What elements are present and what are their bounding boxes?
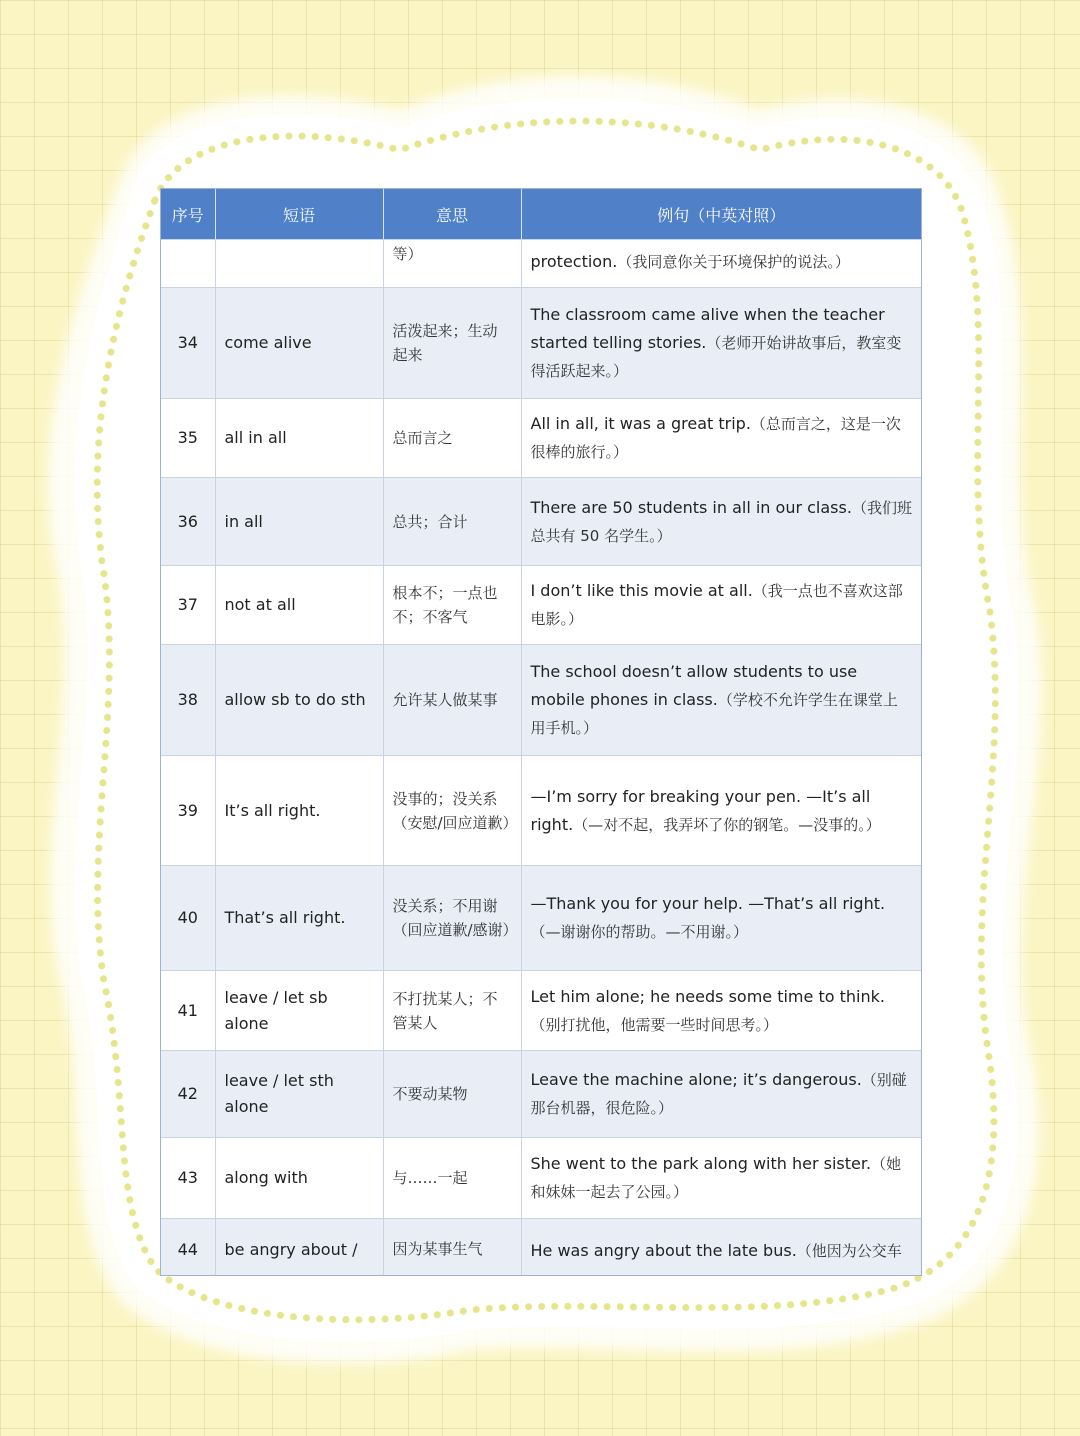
- row-example: [521, 1138, 921, 1219]
- row-phrase: along with: [215, 1138, 383, 1219]
- row-number: 38: [161, 645, 215, 756]
- example-english: He was angry about the late bus.: [530, 1241, 797, 1260]
- row-example: [521, 1051, 921, 1138]
- table-row: [161, 645, 921, 756]
- table-row: [161, 1219, 921, 1277]
- row-number: 34: [161, 288, 215, 399]
- row-example: [521, 756, 921, 866]
- example-english: I don’t like this movie at all.: [530, 581, 753, 600]
- row-number: 35: [161, 399, 215, 478]
- row-meaning: 没关系；不用谢（回应道歉/感谢）: [383, 866, 521, 971]
- row-meaning: 不要动某物: [383, 1051, 521, 1138]
- table-row: [161, 1051, 921, 1138]
- example-chinese: （—谢谢你的帮助。—不用谢。）: [530, 923, 749, 941]
- example-english: Leave the machine alone; it’s dangerous.: [530, 1070, 862, 1089]
- table-row: [161, 866, 921, 971]
- row-meaning: 与……一起: [383, 1138, 521, 1219]
- row-phrase: It’s all right.: [215, 756, 383, 866]
- row-number: 43: [161, 1138, 215, 1219]
- header-example: 例句（中英对照）: [521, 189, 921, 240]
- example-chinese: （总而言之，这是一次很棒的旅行。）: [530, 415, 901, 461]
- row-meaning: 因为某事生气: [383, 1219, 521, 1277]
- vocabulary-table: [161, 189, 921, 1276]
- row-number: 36: [161, 478, 215, 566]
- row-example: [521, 1219, 921, 1277]
- example-chinese: （我一点也不喜欢这部电影。）: [530, 582, 903, 628]
- example-english: Let him alone; he needs some time to think.: [530, 986, 885, 1006]
- row-phrase: all in all: [215, 399, 383, 478]
- header-number: 序号: [161, 189, 215, 240]
- row-example: [521, 971, 921, 1051]
- row-phrase: leave / let sb alone: [215, 971, 383, 1051]
- row-phrase: be angry about /: [215, 1219, 383, 1277]
- example-chinese: （我同意你关于环境保护的说法。）: [617, 253, 850, 271]
- table-row: [161, 288, 921, 399]
- example-english: protection.: [530, 252, 618, 271]
- row-meaning: 总共；合计: [383, 478, 521, 566]
- example-english: She went to the park along with her sister.: [530, 1154, 872, 1173]
- example-english: There are 50 students in all in our class.: [530, 497, 852, 517]
- header-meaning: 意思: [383, 189, 521, 240]
- row-number: 44: [161, 1219, 215, 1277]
- row-number: 42: [161, 1051, 215, 1138]
- row-phrase: That’s all right.: [215, 866, 383, 971]
- example-chinese: （我们班总共有 50 名学生。）: [530, 498, 912, 545]
- row-phrase: allow sb to do sth: [215, 645, 383, 756]
- example-chinese: （—对不起，我弄坏了你的钢笔。—没事的。）: [573, 815, 881, 834]
- example-chinese: （学校不允许学生在课堂上用手机。）: [530, 691, 898, 737]
- row-meaning: 允许某人做某事: [383, 645, 521, 756]
- header-phrase: 短语: [215, 189, 383, 240]
- row-meaning: 等）: [383, 240, 521, 288]
- vocabulary-table-card: [160, 188, 922, 1276]
- example-english: The school doesn’t allow students to use mobile phones in class.: [530, 662, 858, 709]
- table-header-row: [161, 189, 921, 240]
- example-english: All in all, it was a great trip.: [530, 414, 751, 433]
- example-english: —I’m sorry for breaking your pen. —It’s all right.: [530, 786, 871, 834]
- example-chinese: （她和妹妹一起去了公园。）: [530, 1155, 902, 1201]
- example-chinese: （别打扰他，他需要一些时间思考。）: [530, 1015, 779, 1034]
- row-example: [521, 399, 921, 478]
- table-row: [161, 756, 921, 866]
- table-row: [161, 566, 921, 645]
- table-row: [161, 971, 921, 1051]
- row-meaning: 活泼起来；生动起来: [383, 288, 521, 399]
- row-number: 40: [161, 866, 215, 971]
- example-chinese: （老师开始讲故事后，教室变得活跃起来。）: [530, 334, 902, 380]
- example-chinese: （他因为公交车: [796, 1242, 902, 1260]
- row-meaning: 根本不；一点也不；不客气: [383, 566, 521, 645]
- row-number: 41: [161, 971, 215, 1051]
- row-phrase: leave / let sth alone: [215, 1051, 383, 1138]
- example-english: The classroom came alive when the teacher started telling stories.: [530, 305, 885, 352]
- row-example: [521, 288, 921, 399]
- example-chinese: （别碰那台机器，很危险。）: [530, 1071, 907, 1117]
- row-example: [521, 478, 921, 566]
- row-example: [521, 645, 921, 756]
- row-number: [161, 240, 215, 288]
- row-phrase: come alive: [215, 288, 383, 399]
- row-phrase: in all: [215, 478, 383, 566]
- example-english: —Thank you for your help. —That’s all right.: [530, 894, 886, 913]
- row-number: 37: [161, 566, 215, 645]
- row-meaning: 总而言之: [383, 399, 521, 478]
- row-number: 39: [161, 756, 215, 866]
- table-row: [161, 478, 921, 566]
- table-row: [161, 240, 921, 288]
- row-example: [521, 866, 921, 971]
- row-meaning: 不打扰某人；不管某人: [383, 971, 521, 1051]
- row-phrase: [215, 240, 383, 288]
- row-meaning: 没事的；没关系（安慰/回应道歉）: [383, 756, 521, 866]
- row-phrase: not at all: [215, 566, 383, 645]
- table-row: [161, 399, 921, 478]
- table-row: [161, 1138, 921, 1219]
- row-example: [521, 240, 921, 288]
- row-example: [521, 566, 921, 645]
